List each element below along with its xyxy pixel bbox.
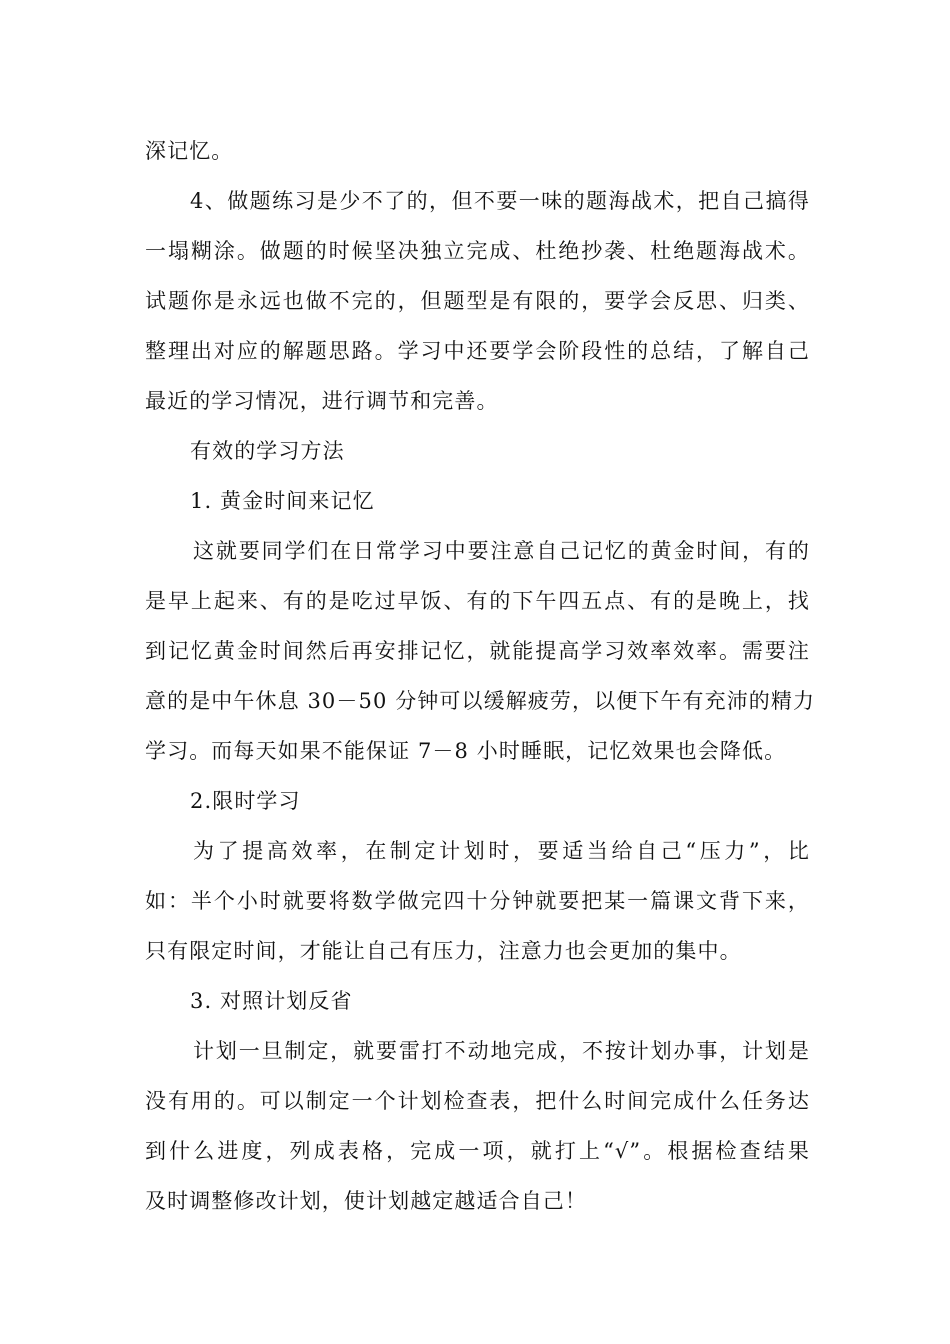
paragraph-line: 4、做题练习是少不了的，但不要一味的题海战术，把自己搞得 (190, 189, 810, 213)
paragraph-line: 是早上起来、有的是吃过早饭、有的下午四五点、有的是晚上，找 (145, 589, 810, 613)
subsection-heading: 3. 对照计划反省 (190, 989, 353, 1013)
subsection-heading: 1. 黄金时间来记忆 (190, 489, 375, 513)
paragraph-line: 只有限定时间，才能让自己有压力，注意力也会更加的集中。 (145, 939, 742, 963)
paragraph-line: 最近的学习情况，进行调节和完善。 (145, 389, 499, 413)
section-heading: 有效的学习方法 (190, 439, 345, 463)
paragraph-line: 为了提高效率，在制定计划时，要适当给自己“压力”，比 (193, 839, 810, 863)
paragraph-line: 一塌糊涂。做题的时候坚决独立完成、杜绝抄袭、杜绝题海战术。 (145, 239, 810, 263)
paragraph-line: 学习。而每天如果不能保证 7－8 小时睡眠，记忆效果也会降低。 (145, 739, 787, 763)
subsection-heading: 2.限时学习 (190, 789, 301, 813)
paragraph-line: 试题你是永远也做不完的，但题型是有限的，要学会反思、归类、 (145, 289, 810, 313)
paragraph-line: 整理出对应的解题思路。学习中还要学会阶段性的总结，了解自己 (145, 339, 810, 363)
paragraph-line: 这就要同学们在日常学习中要注意自己记忆的黄金时间，有的 (193, 539, 810, 563)
paragraph-line: 及时调整修改计划，使计划越定越适合自己！ (145, 1189, 587, 1213)
paragraph-line: 没有用的。可以制定一个计划检查表，把什么时间完成什么任务达 (145, 1089, 810, 1113)
paragraph-line: 计划一旦制定，就要雷打不动地完成，不按计划办事，计划是 (193, 1039, 810, 1063)
paragraph-line: 深记忆。 (145, 139, 234, 163)
paragraph-line: 意的是中午休息 30－50 分钟可以缓解疲劳，以便下午有充沛的精力 (145, 689, 816, 713)
paragraph-line: 到记忆黄金时间然后再安排记忆，就能提高学习效率效率。需要注 (145, 639, 810, 663)
paragraph-line: 到什么进度，列成表格，完成一项，就打上“√”。根据检查结果 (145, 1139, 810, 1163)
paragraph-line: 如：半个小时就要将数学做完四十分钟就要把某一篇课文背下来， (145, 889, 810, 913)
